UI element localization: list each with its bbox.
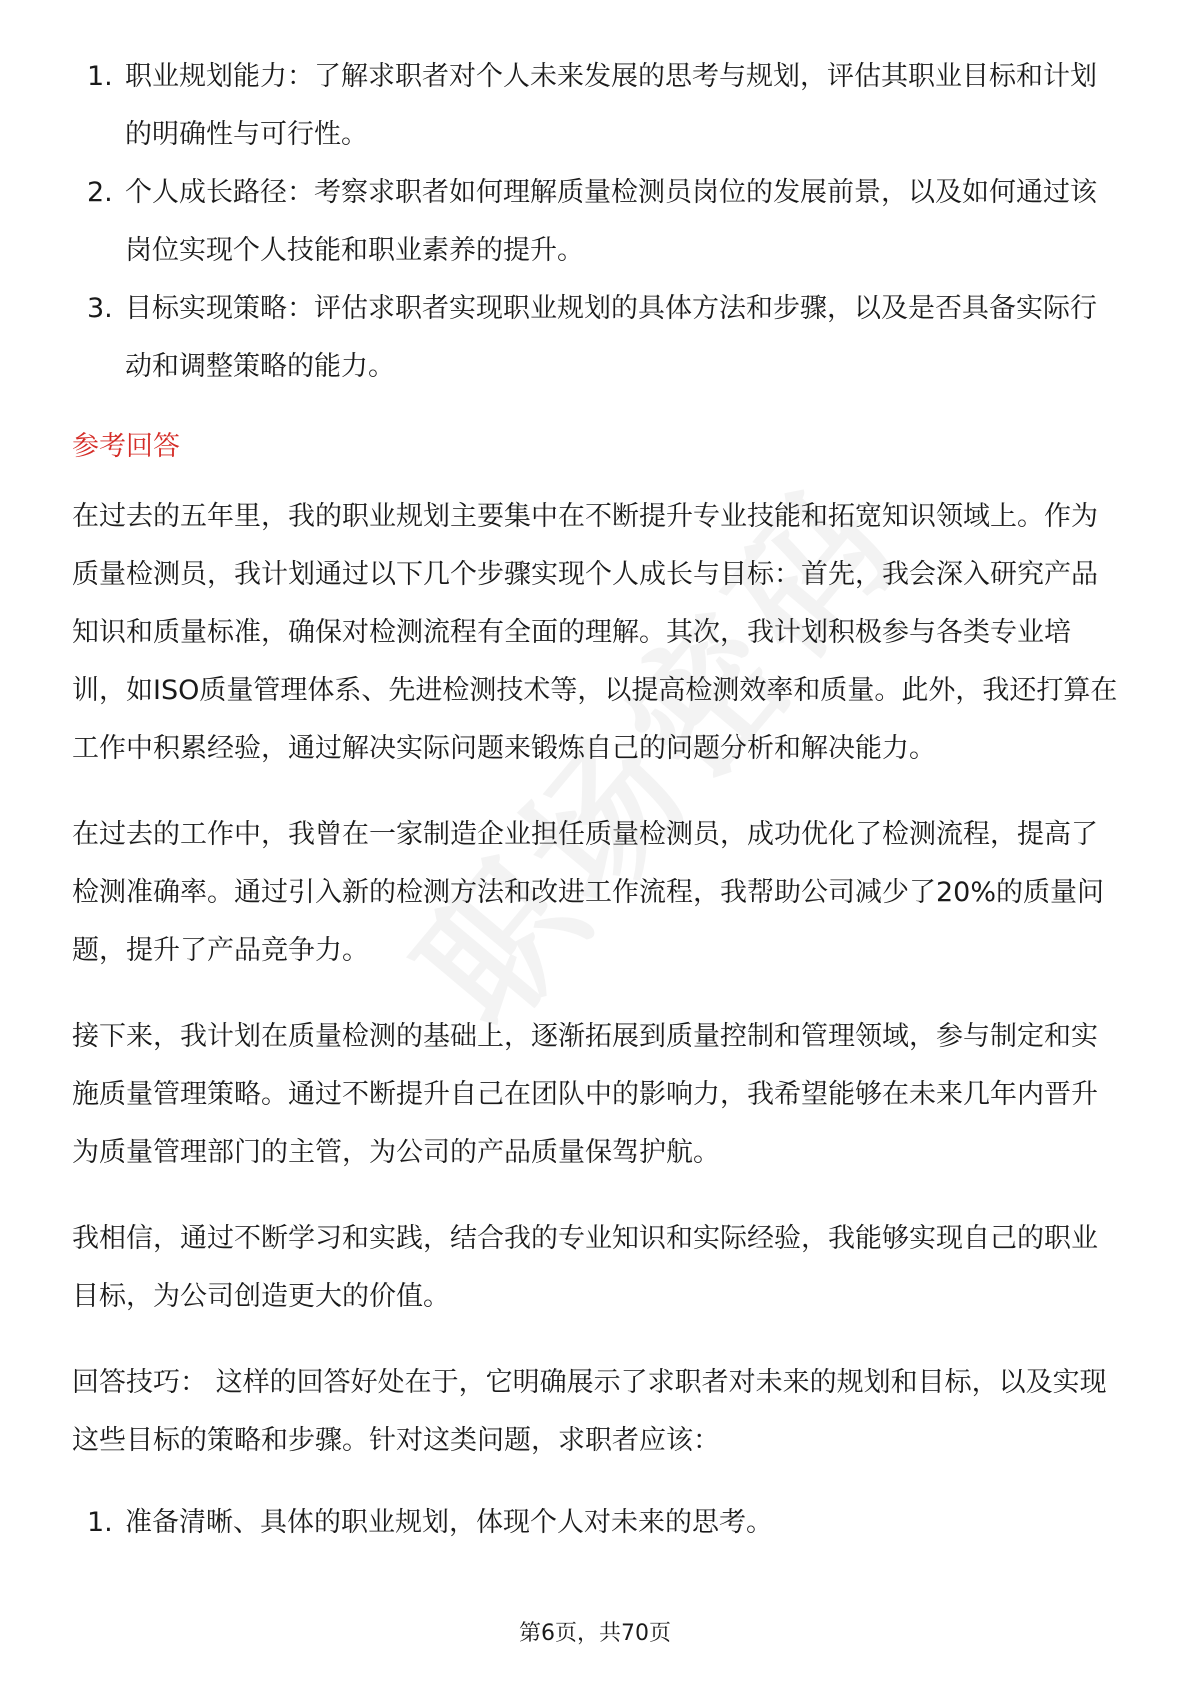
list-item xyxy=(72,1494,1122,1552)
list-number: 1. xyxy=(87,1507,113,1538)
list-number: 1. xyxy=(87,61,113,92)
intro-list xyxy=(72,48,1122,396)
paragraph: 接下来，我计划在质量检测的基础上，逐渐拓展到质量控制和管理领域，参与制定和实施质量管理策略。通过不断提升自己在团队中的影响力，我希望能够在未来几年内晋升为质量管理部门的主管，为公司的产品质量保驾护航。 xyxy=(72,1021,1098,1168)
list-text: 职业规划能力：了解求职者对个人未来发展的思考与规划，评估其职业目标和计划的明确性与可行性。 xyxy=(125,61,1097,150)
tips-list xyxy=(72,1494,1122,1552)
list-text: 个人成长路径：考察求职者如何理解质量检测员岗位的发展前景，以及如何通过该岗位实现个人技能和职业素养的提升。 xyxy=(125,177,1097,266)
paragraph: 我相信，通过不断学习和实践，结合我的专业知识和实际经验，我能够实现自己的职业目标，为公司创造更大的价值。 xyxy=(72,1223,1098,1312)
list-item xyxy=(72,48,1122,164)
document-body xyxy=(72,48,1122,1552)
list-text: 准备清晰、具体的职业规划，体现个人对未来的思考。 xyxy=(125,1507,773,1538)
list-number: 2. xyxy=(87,177,113,208)
list-item xyxy=(72,164,1122,280)
page-footer: 第6页，共70页 xyxy=(519,1621,671,1646)
answer-tips-paragraph: 回答技巧： 这样的回答好处在于，它明确展示了求职者对未来的规划和目标，以及实现这些目标的策略和步骤。针对这类问题，求职者应该： xyxy=(72,1367,1107,1456)
list-number: 3. xyxy=(87,293,113,324)
list-item xyxy=(72,280,1122,396)
list-text: 目标实现策略：评估求职者实现职业规划的具体方法和步骤，以及是否具备实际行动和调整策略的能力。 xyxy=(125,293,1097,382)
paragraph: 在过去的五年里，我的职业规划主要集中在不断提升专业技能和拓宽知识领域上。作为质量检测员，我计划通过以下几个步骤实现个人成长与目标：首先，我会深入研究产品知识和质量标准，确保对检测流程有全面的理解。其次，我计划积极参与各类专业培训，如ISO质量管理体系、先进检测技术等，以提高检测效率和质量。此外，我还打算在工作中积累经验，通过解决实际问题来锻炼自己的问题分析和解决能力。 xyxy=(72,501,1118,764)
paragraph: 在过去的工作中，我曾在一家制造企业担任质量检测员，成功优化了检测流程，提高了检测准确率。通过引入新的检测方法和改进工作流程，我帮助公司减少了20%的质量问题，提升了产品竞争力。 xyxy=(72,819,1105,966)
section-heading: 参考回答 xyxy=(72,431,180,462)
